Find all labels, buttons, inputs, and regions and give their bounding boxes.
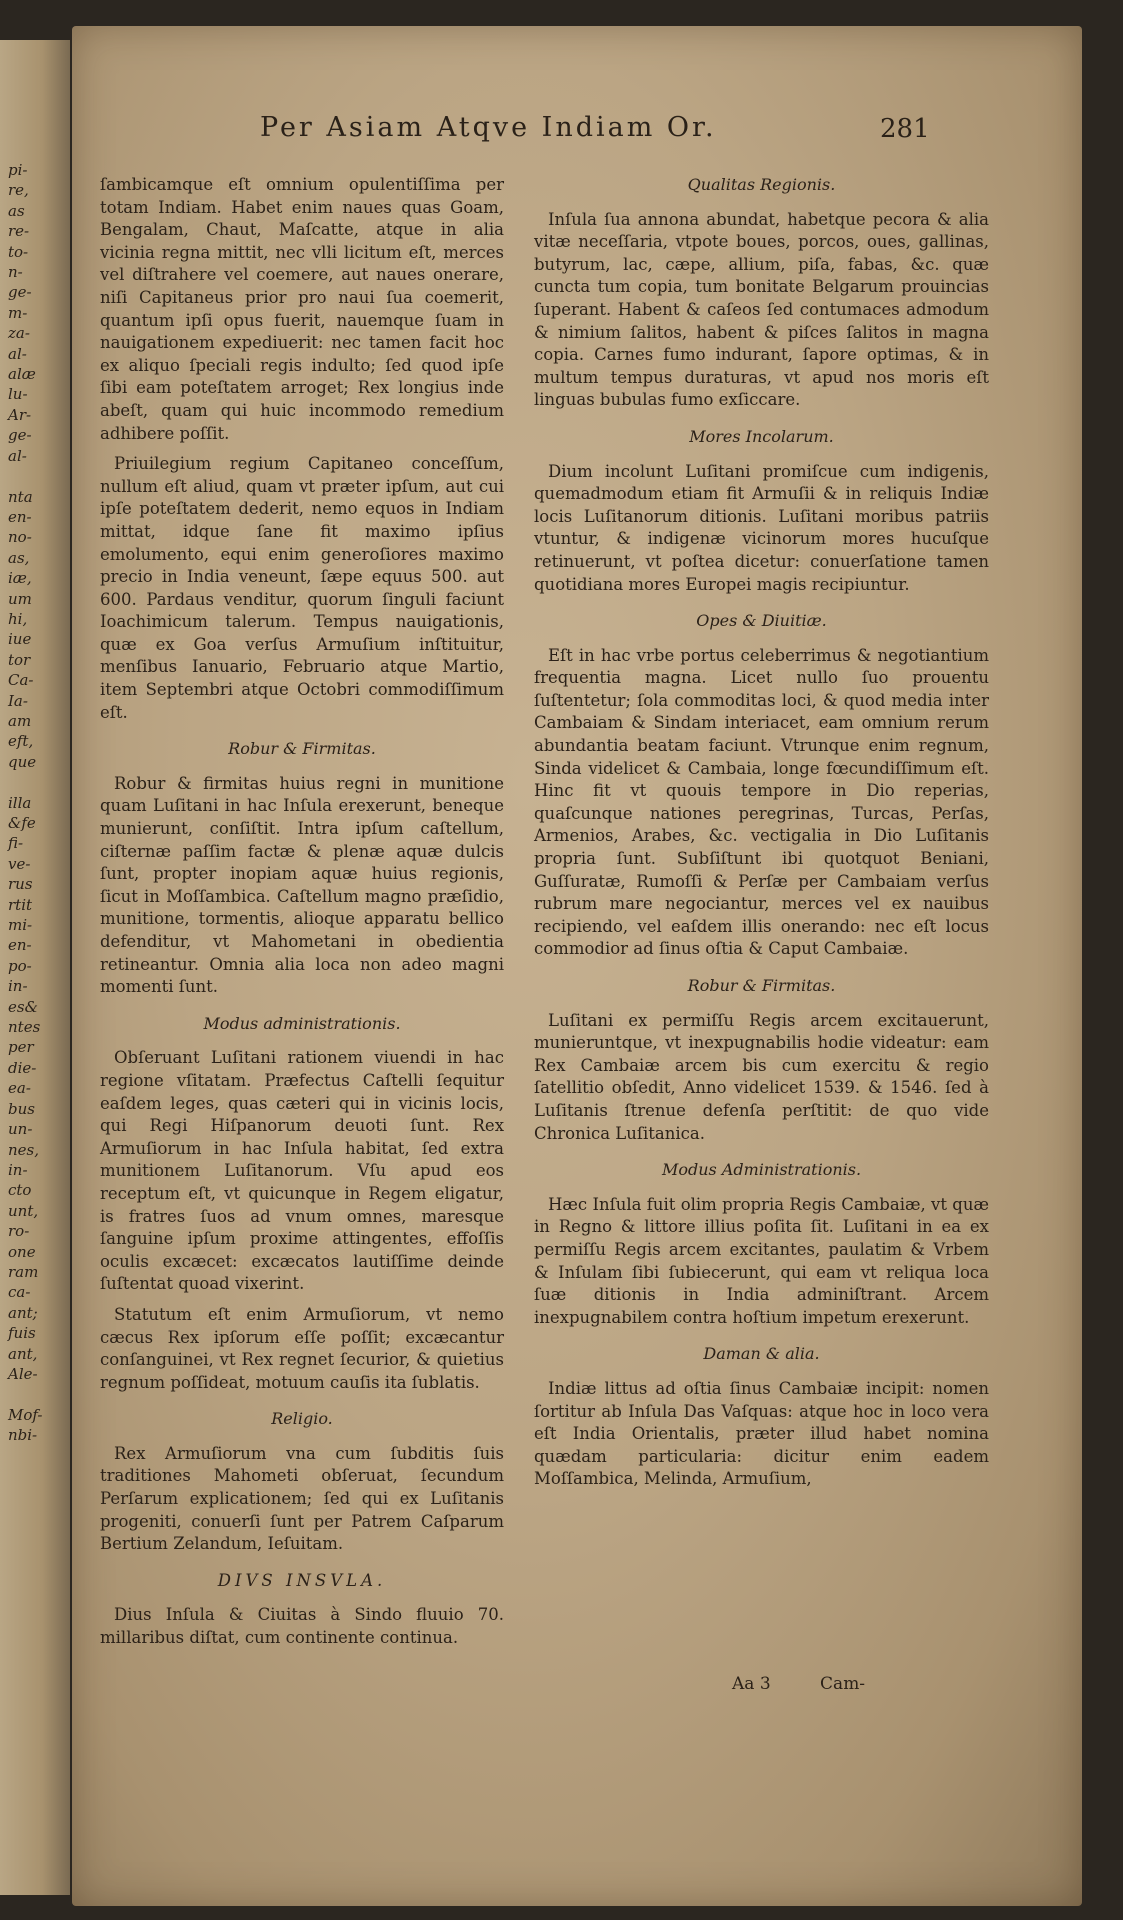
- signature-mark: Aa 3: [732, 1674, 771, 1694]
- section-heading: Robur & Firmitas.: [687, 976, 836, 995]
- paragraph: Luſitani ex permiſſu Regis arcem excitauerunt, munieruntque, vt inexpugnabilis hodie videatur: eam Rex Cambaiæ arcem bis cum exercitu & regio ſatellitio obſedit, Anno videlicet 1539. & 1546. ſed à Luſitanis ſtrenue defenſa perſtitit: de quo vide Chronica Luſitanica.: [534, 1010, 989, 1143]
- right-column: [534, 174, 989, 1499]
- paragraph: Rex Armuſiorum vna cum ſubditis ſuis traditiones Mahometi obſeruat, ſecundum Perſarum explicationem; ſed qui ex Luſitanis progeniti, conuerſi ſunt per Patrem Caſparum Bertium Zelandum, Ieſuitam.: [100, 1443, 504, 1554]
- facing-page-text-fragments: pi- re, as re- to- n- ge- m- za- al- alæ lu- Ar- ge- al- nta en- no- as, iæ, um hi, iue tor Ca- Ia- am eft, que illa &fe fi- ve- rus rtit mi- en- po- in- es& ntes per die- ea- bus un- nes, in- cto unt, ro- one ram ca- ant; fuis ant, Ale- Mof- nbi-: [8, 161, 43, 1445]
- running-title: Per Asiam Atqve Indiam Or.: [260, 112, 717, 143]
- page-footer: [732, 1674, 865, 1694]
- paragraph: Hæc Inſula fuit olim propria Regis Cambaiæ, vt quæ in Regno & littore illius poſita ſit. Luſitani in ea ex permiſſu Regis arcem excitantes, paulatim & Vrbem & Inſulam ſibi ſubiecerunt, qui eam vt reliqua loca ſuæ ditionis in India adminiſtrant. Arcem inexpugnabilem contra hoſtium impetum erexerunt.: [534, 1194, 989, 1327]
- section-heading: Opes & Diuitiæ.: [696, 611, 827, 631]
- paragraph: ſambicamque eſt omnium opulentiſſima per totam Indiam. Habet enim naues quas Goam, Bengalam, Chaut, Maſcatte, atque in alia vicinia regna mittit, nec vlli licitum eſt, merces vel diſtrahere vel coemere, aut naues onerare, niſi Capitaneus prior pro naui ſua coemerit, quantum ipſi opus fuerit, nauemque ſuam in nauigationem expediuerit: nec tamen facit hoc ex aliquo ſpeciali regis indulto; ſed quod ipſe ſibi eam poteſtatem arroget; Rex longius inde abeſt, quam qui huic incommodo remedium adhibere poſſit.: [100, 175, 504, 443]
- paragraph: Eſt in hac vrbe portus celeberrimus & negotiantium frequentia magna. Licet nullo ſuo prouentu ſuſtentetur; ſola commoditas loci, & quod media inter Cambaiam & Sindam interiacet, eam omnium rerum abundantia beatam faciunt. Vtrunque enim regnum, Sinda videlicet & Cambaia, longe fœcundiſſimum eſt. Hinc fit vt quouis tempore in Dio reperias, quaſcunque nationes peregrinas, Turcas, Perſas, Armenios, Arabes, &c. vectigalia in Dio Luſitanis propria ſunt. Subſiſtunt ibi quotquot Beniani, Guſſuratæ, Rumoſſi & Perſæ per Cambaiam verſus rubrum mare negociantur, merces vel ex nauibus recipiendo, vel eaſdem illis onerando: nec eſt locus commodior ad ſinus oſtia & Caput Cambaiæ.: [534, 645, 989, 959]
- paragraph: Obſeruant Luſitani rationem viuendi in hac regione vſitatam. Præfectus Caſtelli ſequitur eaſdem leges, quas cæteri qui in vicinis locis, qui Regi Hiſpanorum deuoti ſunt. Rex Armuſiorum in hac Inſula habitat, ſed extra munitionem Luſitanorum. Vſu apud eos receptum eſt, vt quicunque in Regem eligatur, is fratres ſuos ad vnum omnes, maresque ſanguine ipſum proxime attingentes, effoſſis oculis excæcet: excæcatos lautiſſime deinde ſuſtentat quoad vixerint.: [100, 1048, 504, 1294]
- paragraph: Dius Inſula & Ciuitas à Sindo fluuio 70. millaribus diſtat, cum continente continua.: [100, 1605, 504, 1648]
- paragraph: Priuilegium regium Capitaneo conceſſum, nullum eſt aliud, quam vt præter ipſum, aut cui ipſe poteſtatem dederit, nemo equos in Indiam mittat, idque ſane fit maximo ipſius emolumento, equi enim generoſiores maximo precio in India veneunt, ſæpe equus 500. aut 600. Pardaus venditur, quorum ſinguli faciunt Ioachimicum talerum. Tempus nauigationis, quæ ex Goa verſus Armuſium inſtituitur, menſibus Ianuario, Februario atque Martio, item Septembri atque Octobri commodiſſimum eſt.: [100, 454, 504, 722]
- facing-page-edge: [0, 40, 70, 1895]
- section-heading: Modus administrationis.: [203, 1013, 401, 1033]
- paragraph: Statutum eſt enim Armuſiorum, vt nemo cæcus Rex ipſorum eſſe poſſit; excæcantur conſanguinei, vt Rex regnet ſecurior, & quietius regnum poſſideat, motuum cauſis ita ſublatis.: [100, 1304, 504, 1392]
- catchword: Cam-: [820, 1674, 866, 1694]
- paragraph: Inſula ſua annona abundat, habetque pecora & alia vitæ neceſſaria, vtpote boues, porcos, oues, gallinas, butyrum, lac, cæpe, allium, piſa, fabas, &c. quæ cuncta tum copia, tum bonitate Belgarum prouincias ſuperant. Habent & caſeos ſed contumaces admodum & nimium ſalitos, habent & piſces ſalitos in magna copia. Carnes fumo indurant, ſapore optimas, & in multum tempus duraturas, vt apud nos moris eſt linguas bubulas fumo exſiccare.: [534, 209, 989, 410]
- book-page: [72, 26, 1082, 1906]
- section-heading: Robur & Firmitas.: [228, 739, 376, 759]
- section-heading: Modus Administrationis.: [661, 1160, 862, 1180]
- section-heading: DIVS INSVLA.: [217, 1570, 387, 1590]
- section-heading: Religio.: [271, 1409, 333, 1429]
- paragraph: Robur & firmitas huius regni in munitione quam Luſitani in hac Inſula erexerunt, beneque munierunt, conſiſtit. Intra ipſum caſtellum, ciſternæ paſſim factæ & plenæ aquæ dulcis ſunt, propter inopiam aquæ huius regionis, ſicut in Moſſambica. Caſtellum magno præſidio, munitione, tormentis, alioque apparatu bellico defenditur, vt Mahometani in obedientia retineantur. Omnia alia loca non adeo magni momenti ſunt.: [100, 773, 504, 997]
- paragraph: Indiæ littus ad oſtia ſinus Cambaiæ incipit: nomen ſortitur ab Inſula Das Vaſquas: atque hoc in loco vera eſt India Orientalis, præter illud habet nomina quædam particularia: dicitur enim eadem Moſſambica, Melinda, Armuſium,: [534, 1378, 989, 1489]
- paragraph: Dium incolunt Luſitani promiſcue cum indigenis, quemadmodum etiam fit Armuſii & in reliquis Indiæ locis Luſitanorum ditionis. Luſitani moribus patriis vtuntur, & indigenæ vicinorum mores hucuſque retinuerunt, vt poſtea dicetur: conuerſatione tamen quotidiana mores Europei magis recipiuntur.: [534, 461, 989, 594]
- left-column: [100, 174, 504, 1658]
- section-heading: Mores Incolarum.: [689, 426, 834, 446]
- page-number: 281: [880, 114, 930, 144]
- section-heading: Qualitas Regionis.: [687, 175, 836, 194]
- section-heading: Daman & alia.: [703, 1344, 820, 1364]
